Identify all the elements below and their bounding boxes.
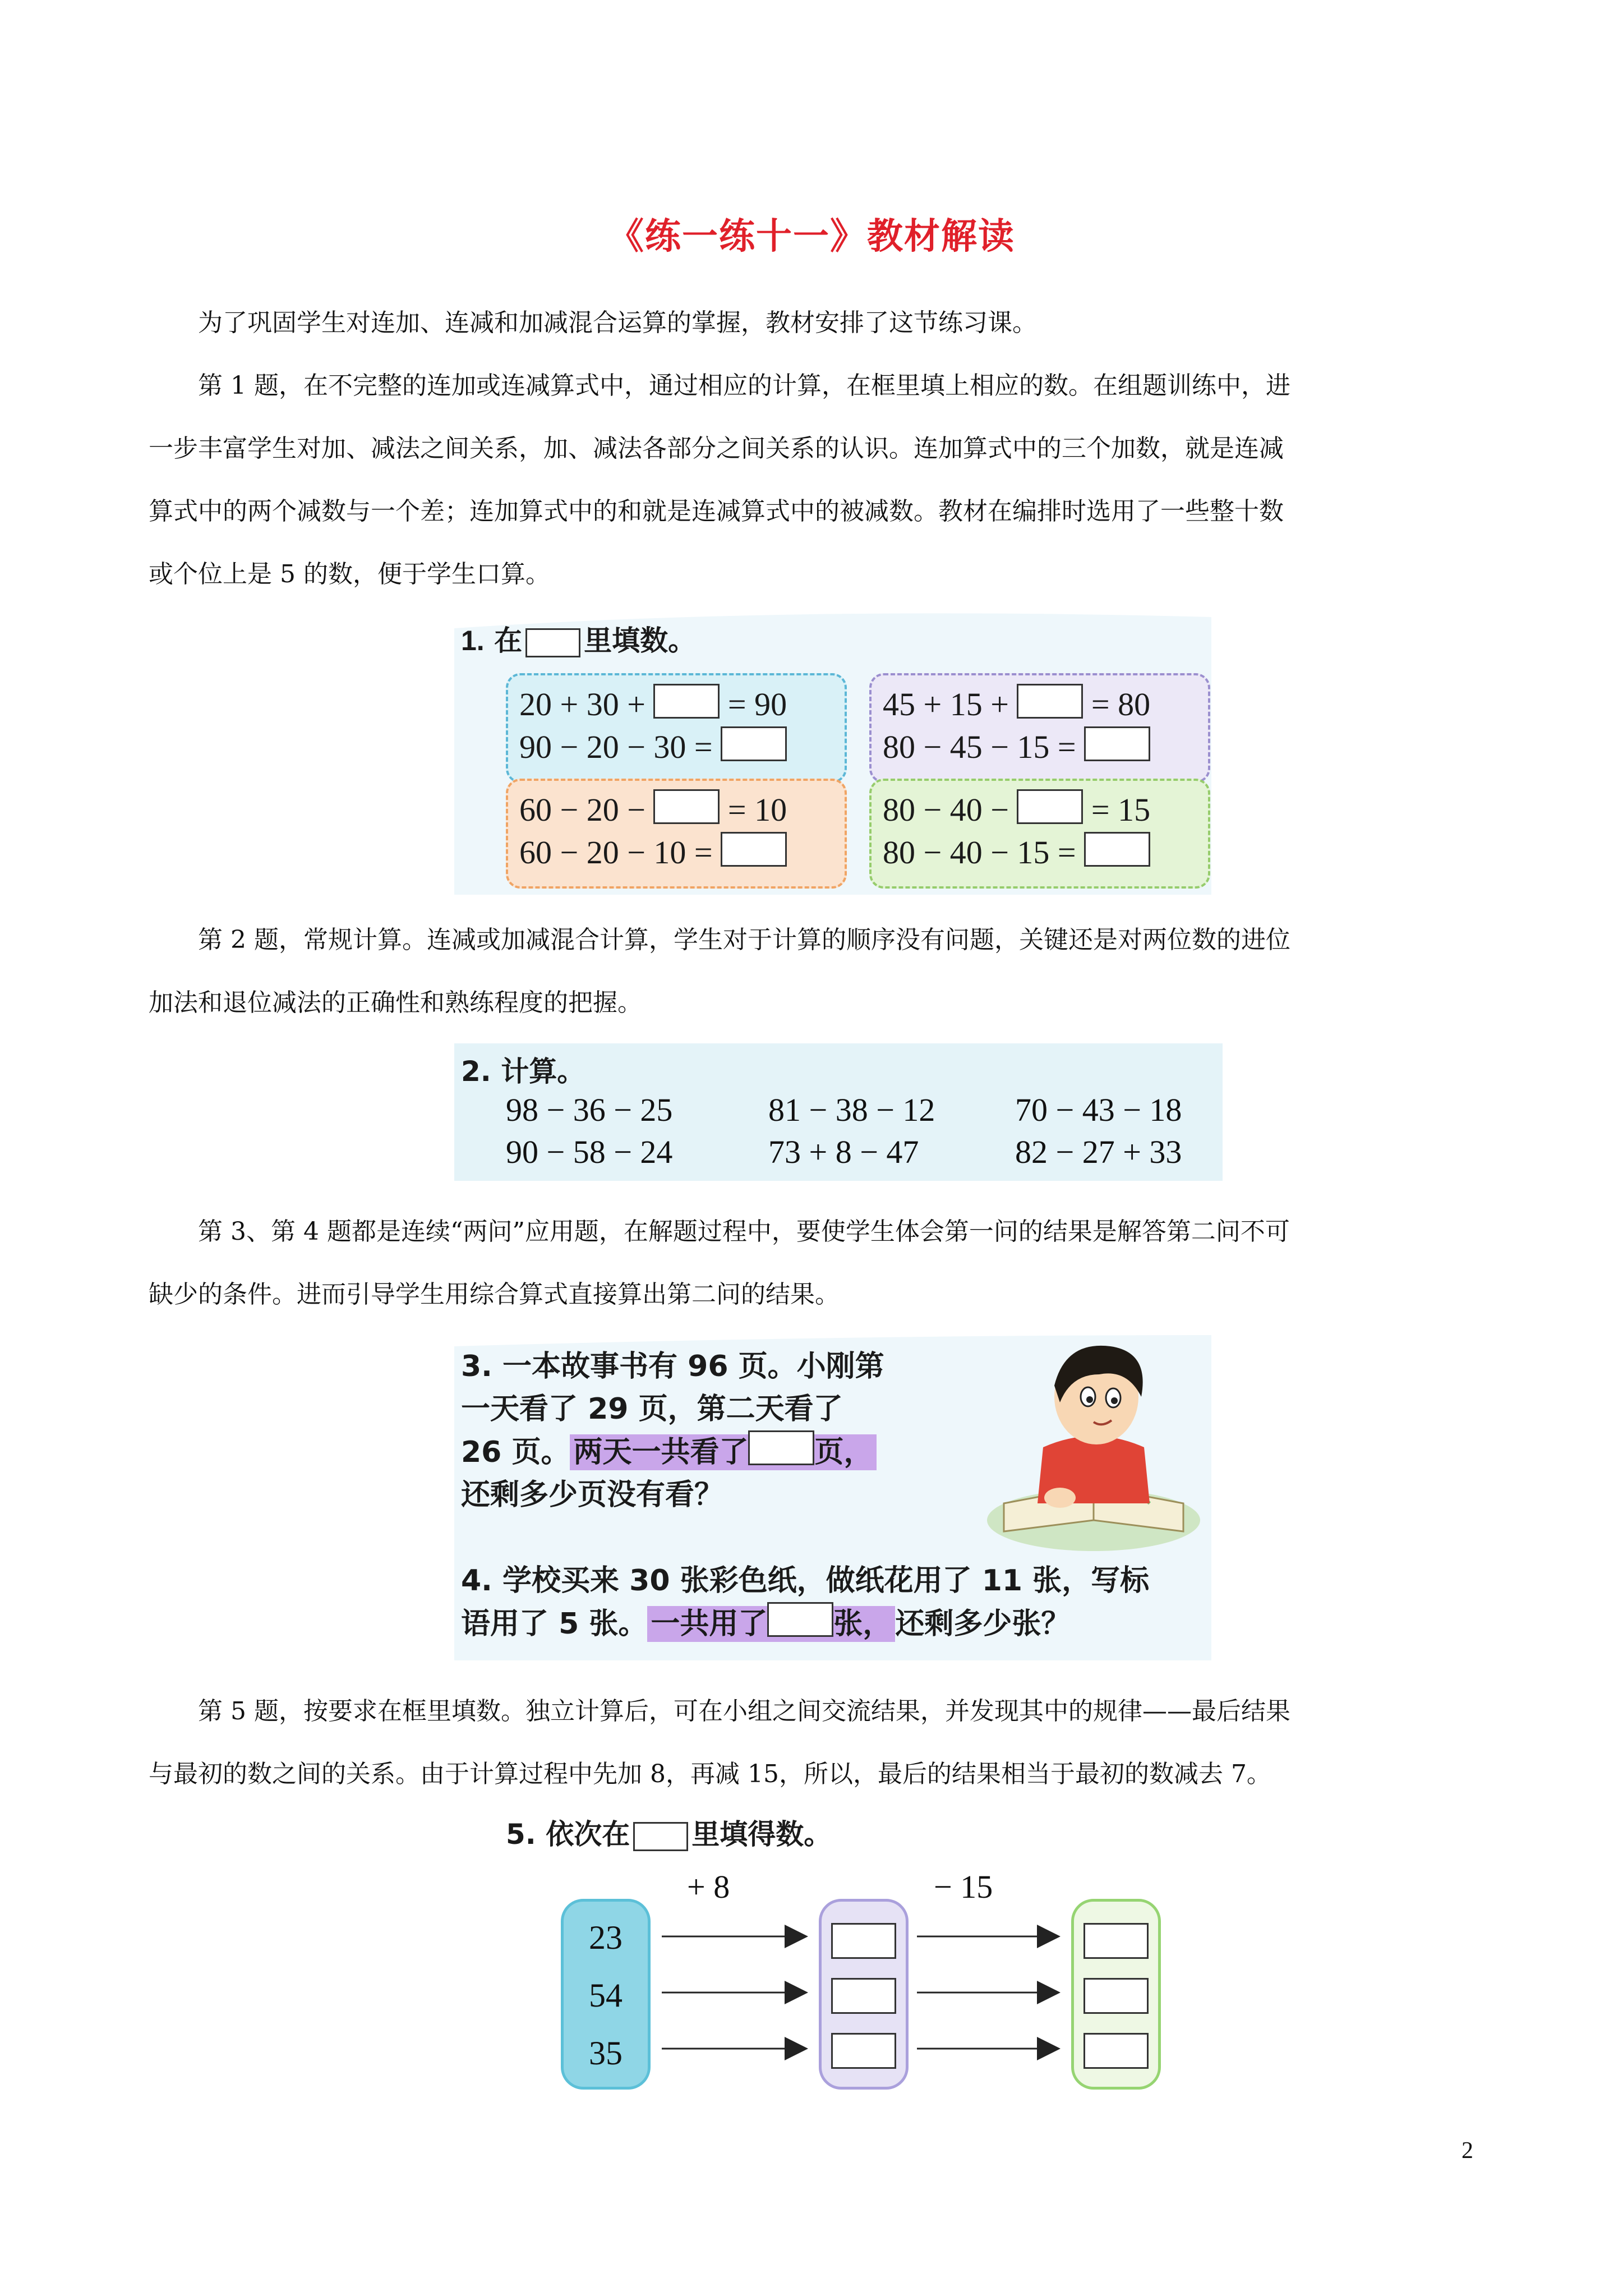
paragraph-line: 加法和退位减法的正确性和熟练程度的把握。 [149, 988, 642, 1017]
start-number: 54 [589, 1977, 623, 2014]
paragraph-line: 一步丰富学生对加、减法之间关系，加、减法各部分之间关系的认识。连加算式中的三个加数，就是连减 [149, 434, 1284, 463]
paragraph-line: 缺少的条件。进而引导学生用综合算式直接算出第二问的结果。 [149, 1280, 840, 1309]
answer-box[interactable] [1017, 684, 1083, 719]
calc-item: 81 − 38 − 12 [768, 1092, 935, 1128]
equation-row: 80 − 45 − 15 = [883, 726, 1197, 769]
answer-box[interactable] [653, 789, 720, 824]
paragraph-q1 [149, 355, 1483, 606]
exercise-5-heading: 5. 依次在 里填得数。 [506, 1818, 832, 1851]
equation-row: 20 + 30 + = 90 [519, 683, 833, 726]
operation-subtract-label: − 15 [934, 1869, 993, 1905]
paragraph-line: 第 3、第 4 题都是连续“两问”应用题，在解题过程中，要使学生体会第一问的结果是解答第二问不可 [198, 1217, 1290, 1246]
equation-row: 80 − 40 − = 15 [883, 789, 1197, 831]
paragraph-q3-q4 [149, 1200, 1483, 1326]
exercise-1-figure [454, 611, 1211, 895]
highlighted-question: 一共用了 张， [647, 1606, 895, 1642]
exercise-2-heading: 2. 计算。 [461, 1055, 585, 1088]
answer-box[interactable] [767, 1602, 833, 1637]
answer-box[interactable] [1017, 789, 1083, 824]
boy-reading-illustration [981, 1335, 1206, 1559]
paragraph-line: 第 2 题，常规计算。连减或加减混合计算，学生对于计算的顺序没有问题，关键还是对两位数的进位 [198, 926, 1290, 954]
equation-group-3 [506, 779, 847, 889]
paragraph-line: 第 1 题，在不完整的连加或连减算式中，通过相应的计算，在框里填上相应的数。在组题训练中，进 [198, 371, 1290, 400]
equation-group-1 [506, 673, 847, 783]
equation-row: 60 − 20 − = 10 [519, 789, 833, 831]
paragraph-q5 [149, 1680, 1483, 1806]
paragraph-line: 或个位上是 5 的数，便于学生口算。 [149, 560, 550, 588]
answer-box[interactable] [721, 726, 787, 761]
equation-row: 90 − 20 − 30 = [519, 726, 833, 769]
exercise-2-figure [454, 1043, 1223, 1181]
answer-box[interactable] [1084, 726, 1150, 761]
page-number: 2 [1461, 2138, 1473, 2164]
equation-group-4 [869, 779, 1210, 889]
start-number: 23 [589, 1919, 623, 1956]
calc-item: 90 − 58 − 24 [506, 1134, 673, 1170]
equation-row: 80 − 40 − 15 = [883, 831, 1197, 874]
calc-item: 98 − 36 − 25 [506, 1092, 673, 1128]
answer-box[interactable] [653, 684, 720, 719]
answer-box[interactable] [721, 832, 787, 867]
exercise-3-4-figure [454, 1335, 1211, 1660]
operation-add-label: + 8 [687, 1869, 730, 1905]
answer-box[interactable] [748, 1430, 814, 1465]
start-number: 35 [589, 2035, 623, 2072]
exercise-5-figure [499, 1806, 1200, 2098]
answer-box-icon [525, 628, 580, 657]
page-title: 《练一练十一》教材解读 [608, 215, 1015, 257]
intro-line: 为了巩固学生对连加、连减和加减混合运算的掌握，教材安排了这节练习课。 [198, 309, 1037, 337]
equation-row: 45 + 15 + = 80 [883, 683, 1197, 726]
calc-item: 73 + 8 − 47 [768, 1134, 919, 1170]
exercise-1-heading: 1. 在 里填数。 [461, 624, 697, 657]
paragraph-line: 第 5 题，按要求在框里填数。独立计算后，可在小组之间交流结果，并发现其中的规律——最后结果 [198, 1697, 1290, 1726]
arrows [499, 1806, 1200, 2098]
calc-item: 70 − 43 − 18 [1015, 1092, 1182, 1128]
equation-group-2 [869, 673, 1210, 783]
equation-row: 60 − 20 − 10 = [519, 831, 833, 874]
answer-box[interactable] [1084, 832, 1150, 867]
paragraph-q2 [149, 909, 1483, 1034]
highlighted-question: 两天一共看了 页， [570, 1434, 876, 1470]
paragraph-line: 与最初的数之间的关系。由于计算过程中先加 8，再减 15，所以，最后的结果相当于最初的数减去 7。 [149, 1760, 1271, 1788]
arrow-right-icon [662, 1936, 1057, 2049]
question-3: 3. 一本故事书有 96 页。小刚第 一天看了 29 页，第二天看了 26 页。 两天一共看了 页， 还剩多少页没有看？ [461, 1350, 884, 1512]
paragraph-line: 算式中的两个减数与一个差；连加算式中的和就是连减算式中的被减数。教材在编排时选用了一些整十数 [149, 497, 1284, 526]
intro-paragraph [149, 292, 1483, 355]
question-4: 4. 学校买来 30 张彩色纸，做纸花用了 11 张，写标 语用了 5 张。 一共用了 张， 还剩多少张？ [461, 1564, 1150, 1641]
calc-item: 82 − 27 + 33 [1015, 1134, 1182, 1170]
